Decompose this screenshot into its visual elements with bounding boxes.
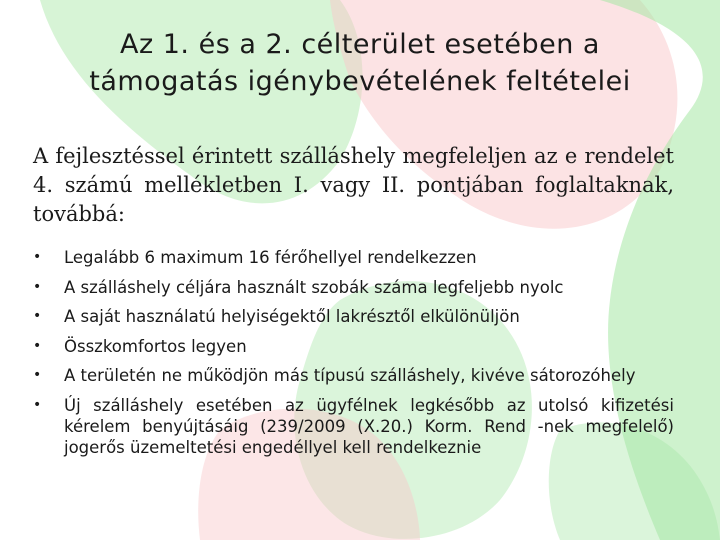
list-item: • A saját használatú helyiségektől lakrésztől elkülönüljön <box>33 306 674 327</box>
title-line-2: támogatás igénybevételének feltételei <box>89 66 631 97</box>
list-item: • Új szálláshely esetében az ügyfélnek legkésőbb az utolsó kifizetési kérelem benyújtásáig (239/2009 (X.20.) Korm. Rend -nek megfelelő) jogerős üzemeltetési engedéllyel kell rendelkeznie <box>33 395 674 458</box>
intro-paragraph: A fejlesztéssel érintett szálláshely megfeleljen az e rendelet 4. számú mellékletben I. vagy II. pontjában foglaltaknak, továbbá: <box>33 144 674 226</box>
list-item: • A szálláshely céljára használt szobák száma legfeljebb nyolc <box>33 277 674 298</box>
list-item: • Összkomfortos legyen <box>33 336 674 357</box>
list-item: • A területén ne működjön más típusú szálláshely, kivéve sátorozóhely <box>33 365 674 386</box>
list-item: • Legalább 6 maximum 16 férőhellyel rendelkezzen <box>33 247 674 268</box>
condition-list <box>33 247 674 466</box>
title-line-1: Az 1. és a 2. célterület esetében a <box>120 29 600 60</box>
slide-title <box>40 26 680 100</box>
